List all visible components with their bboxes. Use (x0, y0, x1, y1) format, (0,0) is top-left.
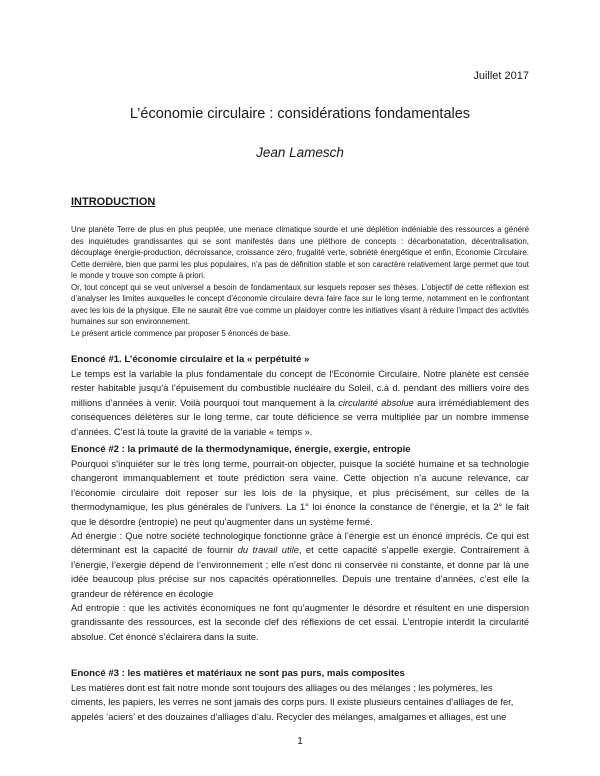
introduction-body (71, 224, 529, 339)
introduction-paragraph: Or, tout concept qui se veut universel a besoin de fondamentaux sur lesquels reposer ses thèses. L’objectif de cette réflexion est d’analyser les limites auxquelles le concept d’économie circulaire devra faire face sur le long terme, notamment en le confrontant avec les lois de la physique. Elle ne saurait être vue comme un plaidoyer contre les initiatives visant à réduire l’impact des activités humaines sur son environnement. (71, 282, 529, 326)
section-paragraph (71, 367, 529, 439)
section-paragraph (71, 457, 529, 529)
document-author: Jean Lamesch (256, 145, 344, 160)
emphasized-text: du travail utile (237, 545, 299, 556)
introduction-paragraph: Une planète Terre de plus en plus peuplée, une menace climatique sourde et une déplétion indéniable des ressources a généré des inquiétudes grandissantes qui se sont manifestés dans une pléthore de concepts : décarbonatation, décentralisation, découplage énergie-production, décroissance, croissance zéro, frugalité verte, sobriété énergétique et enfin, Economie Circulaire. Cette dernière, bien que parmi les plus populaires, n’a pas de définition stable et son caractère relativement large permet que tout le monde y trouve son compte à priori. (71, 225, 529, 280)
section-paragraph (71, 601, 529, 644)
section-enonce-3 (71, 666, 529, 724)
paragraph-text: Les matières dont est fait notre monde sont toujours des alliages ou des mélanges ; les polymères, les ciments, les papiers, les verres ne sont jamais des corps purs. Il existe plusieurs centaines d’alliages de fer, appelés ‘aciers’ et des douzaines d’alliages d’alu. Recycler des mélanges, amalgames et alliages, est une (71, 683, 514, 722)
page-number: 1 (297, 736, 303, 747)
document-title: L’économie circulaire : considérations fondamentales (129, 106, 471, 122)
paragraph-text: Le temps est la variable la plus fondamentale du concept de l’Economie Circulaire. Notre planète est censée rester habitable jusqu’à l’épuisement du combustible nucléaire du Soleil, c.à d. pendant des milliers voire des millions d’années à venir. Voilà pourquoi tout manquement à la (71, 369, 529, 408)
emphasized-text: circularité absolue (338, 397, 414, 408)
section-paragraph (71, 529, 529, 601)
introduction-heading: INTRODUCTION (71, 196, 156, 208)
section-enonce-1 (71, 352, 529, 439)
section-paragraph (71, 681, 529, 724)
paragraph-text: aura irrémédiablement des conséquences délétères sur le long terme, car toute déficience se verra multipliée par un nombre immense d’années. C’est là toute la gravité de la variable « temps ». (71, 397, 529, 437)
paragraph-text: Ad énergie : Que notre société technologique fonctionne grâce à l’énergie est un énoncé imprécis. Ce qui est déterminant est la capacité de fournir (71, 531, 529, 556)
section-enonce-2 (71, 442, 529, 644)
section-heading: Enoncé #1. L’économie circulaire et la « perpétuité » (71, 354, 310, 365)
introduction-paragraph: Le présent article commence par proposer 5 énoncés de base. (71, 328, 291, 338)
paragraph-text: Pourquoi s’inquiéter sur le très long terme, pourrait-on objecter, puisque la société humaine et sa technologie changeront immanquablement et toute prédiction sera vaine. Cette objection n’a aucune relevance, car l’économie circulaire doit reposer sur les lois de la physique, et plus précisément, sur celles de la thermodynamique, les plus générales de l’univers. La 1° loi énonce la constance de l’énergie, et la 2° le fait que le désordre (entropie) ne peut qu’augmenter dans un système fermé. (71, 459, 529, 527)
paragraph-text: Ad entropie : que les activités économiques ne font qu’augmenter le désordre et résultent en une dispersion grandissante des ressources, est la seconde clef des réflexions de cet essai. L’entropie interdit la circularité absolue. Cet énoncé s’éclairera dans la suite. (71, 603, 529, 642)
paragraph-text: , et cette capacité s’appelle exergie. Contrairement à l’énergie, l’exergie dépend de l’environnement ; elle n’est donc ni conservée ni constante, et donne par là une idée beaucoup plus précise sur nos capacités opérationnelles. Depuis une trentaine d’années, c’est elle la grandeur de référence en écologie (71, 545, 529, 599)
section-heading: Enoncé #2 : la primauté de la thermodynamique, énergie, exergie, entropie (71, 444, 411, 455)
section-heading: Enoncé #3 : les matières et matériaux ne sont pas purs, mais composites (71, 668, 405, 679)
document-date: Juillet 2017 (473, 70, 529, 82)
